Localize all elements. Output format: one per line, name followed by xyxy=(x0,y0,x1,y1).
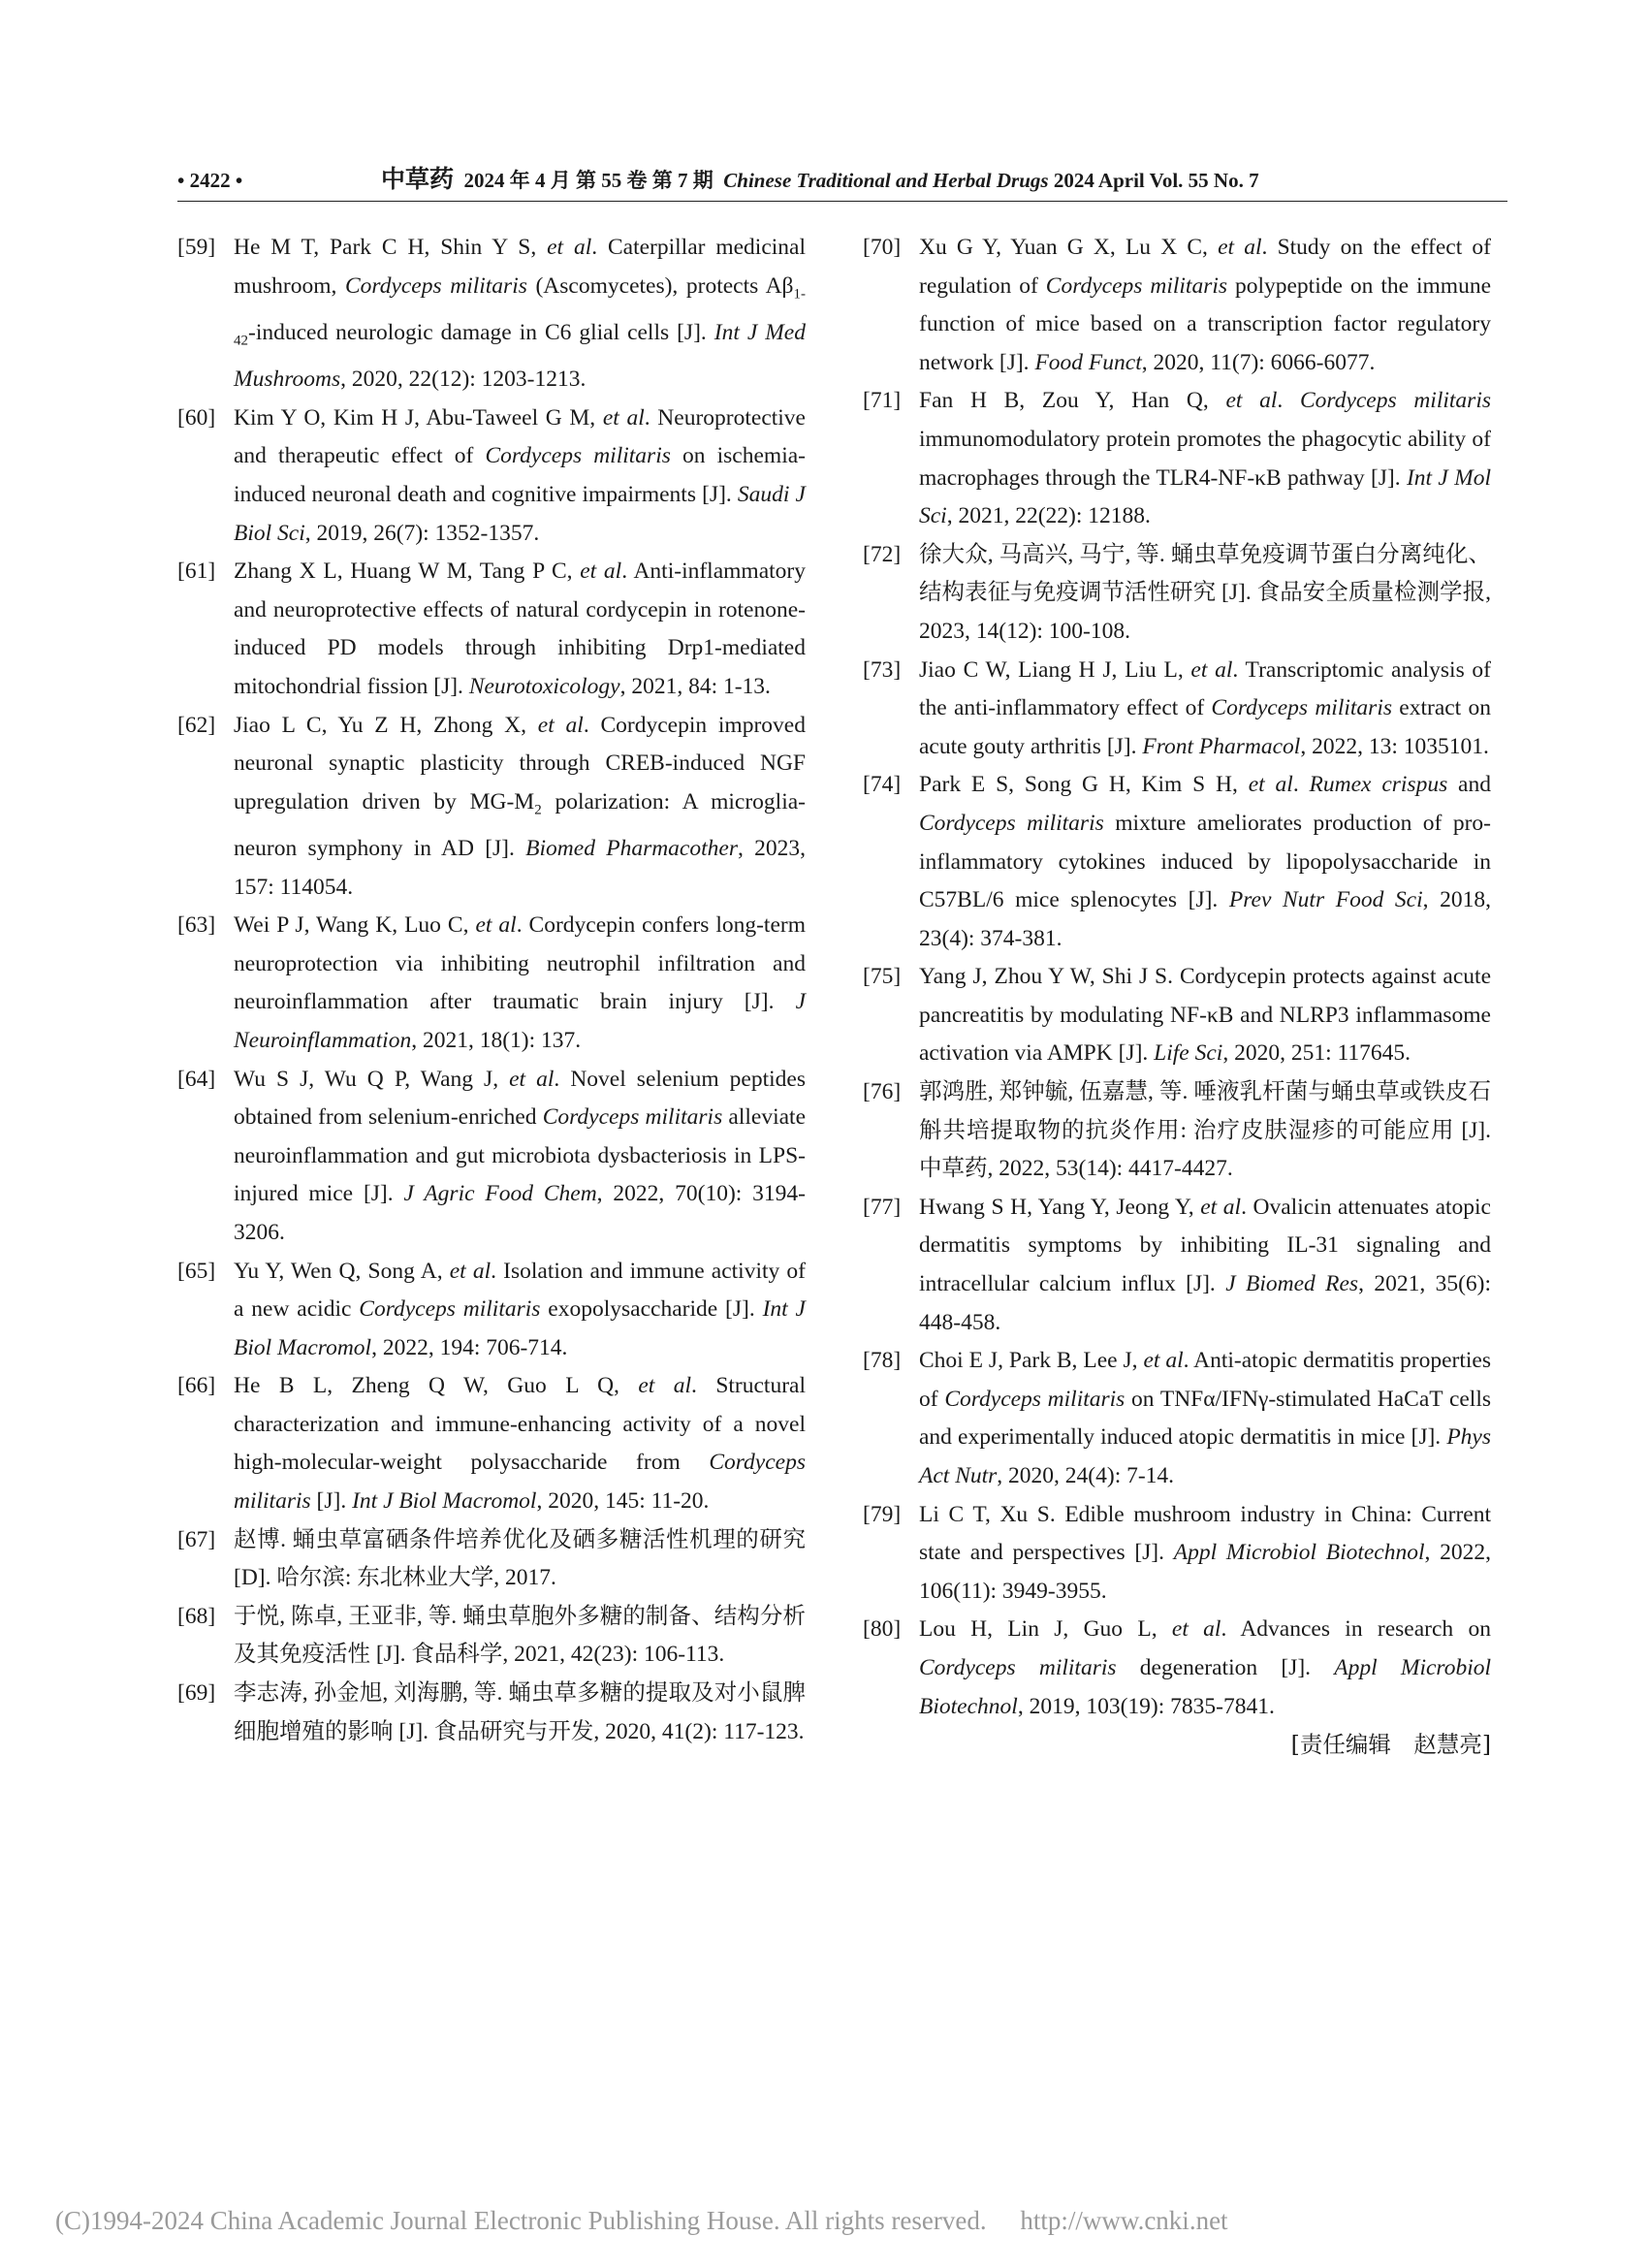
reference-text: Zhang X L, Huang W M, Tang P C, et al. Anti-inflammatory and neuroprotective effects of natural cordycepin in rotenone-induced PD models through inhibiting Drp1-mediated mitochondrial fission [J]. Neurotoxicology, 2021, 84: 1-13. xyxy=(234,559,806,699)
reference-text: Lou H, Lin J, Guo L, et al. Advances in research on Cordyceps militaris degeneration [J]. Appl Microbiol Biotechnol, 2019, 103(19): 7835-7841. xyxy=(919,1616,1491,1719)
reference-text: Wu S J, Wu Q P, Wang J, et al. Novel selenium peptides obtained from selenium-enriched Cordyceps militaris alleviate neuroinflammation and gut microbiota dysbacteriosis in LPS-injured mice [J]. J Agric Food Chem, 2022, 70(10): 3194-3206. xyxy=(234,1066,806,1245)
reference-number: [68] xyxy=(177,1603,216,1629)
reference-text: Yang J, Zhou Y W, Shi J S. Cordycepin protects against acute pancreatitis by modulating NF-κB and NLRP3 inflammasome activation via AMPK [J]. Life Sci, 2020, 251: 117645. xyxy=(919,964,1491,1067)
reference-number: [61] xyxy=(177,559,216,585)
reference-item xyxy=(177,1675,806,1751)
reference-text: Yu Y, Wen Q, Song A, et al. Isolation and immune activity of a new acidic Cordyceps militaris exopolysaccharide [J]. Int J Biol Macromol, 2022, 194: 706-714. xyxy=(234,1258,806,1360)
reference-number: [76] xyxy=(863,1079,902,1105)
reference-number: [67] xyxy=(177,1526,216,1552)
copyright-text: (C)1994-2024 China Academic Journal Electronic Publishing House. All rights reserved. xyxy=(55,2206,987,2235)
reference-number: [65] xyxy=(177,1258,216,1284)
reference-number: [62] xyxy=(177,712,216,738)
reference-item xyxy=(863,1073,1491,1189)
reference-text: Xu G Y, Yuan G X, Lu X C, et al. Study on the effect of regulation of Cordyceps militaris polypeptide on the immune function of mice based on a transcription factor regulatory network [J]. Food Funct, 2020, 11(7): 6066-6077. xyxy=(919,235,1491,375)
reference-text: He B L, Zheng Q W, Guo L Q, et al. Structural characterization and immune-enhancing activity of a novel high-molecular-weight polysaccharide from Cordyceps militaris [J]. Int J Biol Macromol, 2020, 145: 11-20. xyxy=(234,1373,806,1515)
reference-item xyxy=(177,1061,806,1253)
reference-number: [75] xyxy=(863,964,902,990)
reference-item xyxy=(863,382,1491,535)
reference-number: [63] xyxy=(177,912,216,939)
reference-number: [79] xyxy=(863,1501,902,1527)
journal-title-cn: 中草药 xyxy=(381,167,455,193)
reference-item xyxy=(863,1611,1491,1726)
reference-item xyxy=(863,536,1491,652)
reference-text: Park E S, Song G H, Kim S H, et al. Rumex crispus and Cordyceps militaris mixture ameliorates production of pro-inflammatory cytokines induced by lipopolysaccharide in C57BL/6 mice splenocytes [J]. Prev Nutr Food Sci, 2018, 23(4): 374-381. xyxy=(919,772,1491,951)
reference-item xyxy=(863,1496,1491,1612)
page-number: • 2422 • xyxy=(177,169,243,192)
reference-item xyxy=(863,766,1491,958)
reference-text: 徐大众, 马高兴, 马宁, 等. 蛹虫草免疫调节蛋白分离纯化、结构表征与免疫调节活性研究 [J]. 食品安全质量检测学报, 2023, 14(12): 100-108. xyxy=(919,541,1491,644)
reference-item xyxy=(177,229,806,399)
reference-list-right xyxy=(863,229,1491,1726)
journal-title-en: Chinese Traditional and Herbal Drugs xyxy=(723,169,1049,192)
reference-text: 于悦, 陈卓, 王亚非, 等. 蛹虫草胞外多糖的制备、结构分析及其免疫活性 [J]. 食品科学, 2021, 42(23): 106-113. xyxy=(234,1603,806,1668)
reference-number: [72] xyxy=(863,541,902,567)
reference-item xyxy=(863,958,1491,1073)
reference-number: [78] xyxy=(863,1348,902,1374)
reference-number: [80] xyxy=(863,1616,902,1643)
reference-text: 郭鸿胜, 郑钟毓, 伍嘉慧, 等. 唾液乳杆菌与蛹虫草或铁皮石斛共培提取物的抗炎作用: 治疗皮肤湿疹的可能应用 [J]. 中草药, 2022, 53(14): 4417-4427. xyxy=(919,1079,1491,1182)
reference-text: Jiao L C, Yu Z H, Zhong X, et al. Cordycepin improved neuronal synaptic plasticity through CREB-induced NGF upregulation driven by $MG-M_2$ polarization: A microglia-neuron symphony in AD [J]. Biomed Pharmacother, 2023, 157: 114054. xyxy=(234,712,807,900)
reference-item xyxy=(863,1342,1491,1495)
reference-item xyxy=(177,907,806,1060)
issue-info-cn: 2024 年 4 月 第 55 卷 第 7 期 xyxy=(463,169,714,192)
reference-number: [74] xyxy=(863,772,902,798)
reference-item xyxy=(177,1253,806,1368)
reference-text: 李志涛, 孙金旭, 刘海鹏, 等. 蛹虫草多糖的提取及对小鼠脾细胞增殖的影响 [J]. 食品研究与开发, 2020, 41(2): 117-123. xyxy=(234,1680,806,1744)
references-right-column xyxy=(863,229,1491,1765)
reference-item xyxy=(863,229,1491,382)
reference-item xyxy=(177,553,806,706)
reference-number: [66] xyxy=(177,1373,216,1399)
reference-item xyxy=(177,1598,806,1675)
reference-item xyxy=(177,1521,806,1598)
reference-number: [70] xyxy=(863,235,902,260)
cnki-url: http://www.cnki.net xyxy=(1020,2206,1228,2235)
reference-item xyxy=(863,1189,1491,1342)
journal-header xyxy=(381,167,1259,194)
reference-number: [71] xyxy=(863,388,902,414)
header-rule xyxy=(177,201,1507,202)
reference-number: [73] xyxy=(863,656,902,683)
reference-text: Jiao C W, Liang H J, Liu L, et al. Transcriptomic analysis of the anti-inflammatory effect of Cordyceps militaris extract on acute gouty arthritis [J]. Front Pharmacol, 2022, 13: 1035101. xyxy=(919,656,1492,759)
reference-text: Kim Y O, Kim H J, Abu-Taweel G M, et al. Neuroprotective and therapeutic effect of Cordyceps militaris on ischemia-induced neuronal death and cognitive impairments [J]. Saudi J Biol Sci, 2019, 26(7): 1352-1357. xyxy=(234,404,806,546)
reference-number: [77] xyxy=(863,1194,902,1220)
reference-number: [60] xyxy=(177,404,216,431)
reference-text: Li C T, Xu S. Edible mushroom industry in China: Current state and perspectives [J]. Appl Microbiol Biotechnol, 2022, 106(11): 3949-3955. xyxy=(919,1501,1492,1604)
reference-number: [69] xyxy=(177,1680,216,1707)
reference-number: [64] xyxy=(177,1066,216,1092)
copyright-footer xyxy=(55,2206,1606,2236)
reference-text: Choi E J, Park B, Lee J, et al. Anti-atopic dermatitis properties of Cordyceps militaris on TNFα/IFNγ-stimulated HaCaT cells and experimentally induced atopic dermatitis in mice [J]. Phys Act Nutr, 2020, 24(4): 7-14. xyxy=(919,1348,1492,1488)
issue-info-en: 2024 April Vol. 55 No. 7 xyxy=(1053,169,1259,192)
reference-text: Hwang S H, Yang Y, Jeong Y, et al. Ovalicin attenuates atopic dermatitis symptoms by inhibiting IL-31 signaling and intracellular calcium influx [J]. J Biomed Res, 2021, 35(6): 448-458. xyxy=(919,1194,1491,1335)
reference-text: 赵博. 蛹虫草富硒条件培养优化及硒多糖活性机理的研究 [D]. 哈尔滨: 东北林业大学, 2017. xyxy=(234,1526,806,1591)
reference-number: [59] xyxy=(177,235,216,260)
reference-item xyxy=(863,652,1491,767)
reference-item xyxy=(177,399,806,553)
reference-text: Fan H B, Zou Y, Han Q, et al. Cordyceps militaris immunomodulatory protein promotes the phagocytic ability of macrophages through the TLR4-NF-κB pathway [J]. Int J Mol Sci, 2021, 22(22): 12188. xyxy=(919,388,1491,529)
reference-text: Wei P J, Wang K, Luo C, et al. Cordycepin confers long-term neuroprotection via inhibiting neutrophil infiltration and neuroinflammation after traumatic brain injury [J]. J Neuroinflammation, 2021, 18(1): 137. xyxy=(234,912,806,1053)
reference-item xyxy=(177,1367,806,1520)
reference-text: He M T, Park C H, Shin Y S, et al. Caterpillar medicinal mushroom, Cordyceps militaris (Ascomycetes), protects $A\beta_{1-42}$-induced neurologic damage in C6 glial cells [J]. Int J Med Mushrooms, 2020, 22(12): 1203-1213. xyxy=(234,235,807,393)
references-left-column xyxy=(177,229,806,1751)
reference-item xyxy=(177,707,806,908)
responsible-editor-note: [责任编辑 赵慧亮] xyxy=(1290,1731,1491,1759)
